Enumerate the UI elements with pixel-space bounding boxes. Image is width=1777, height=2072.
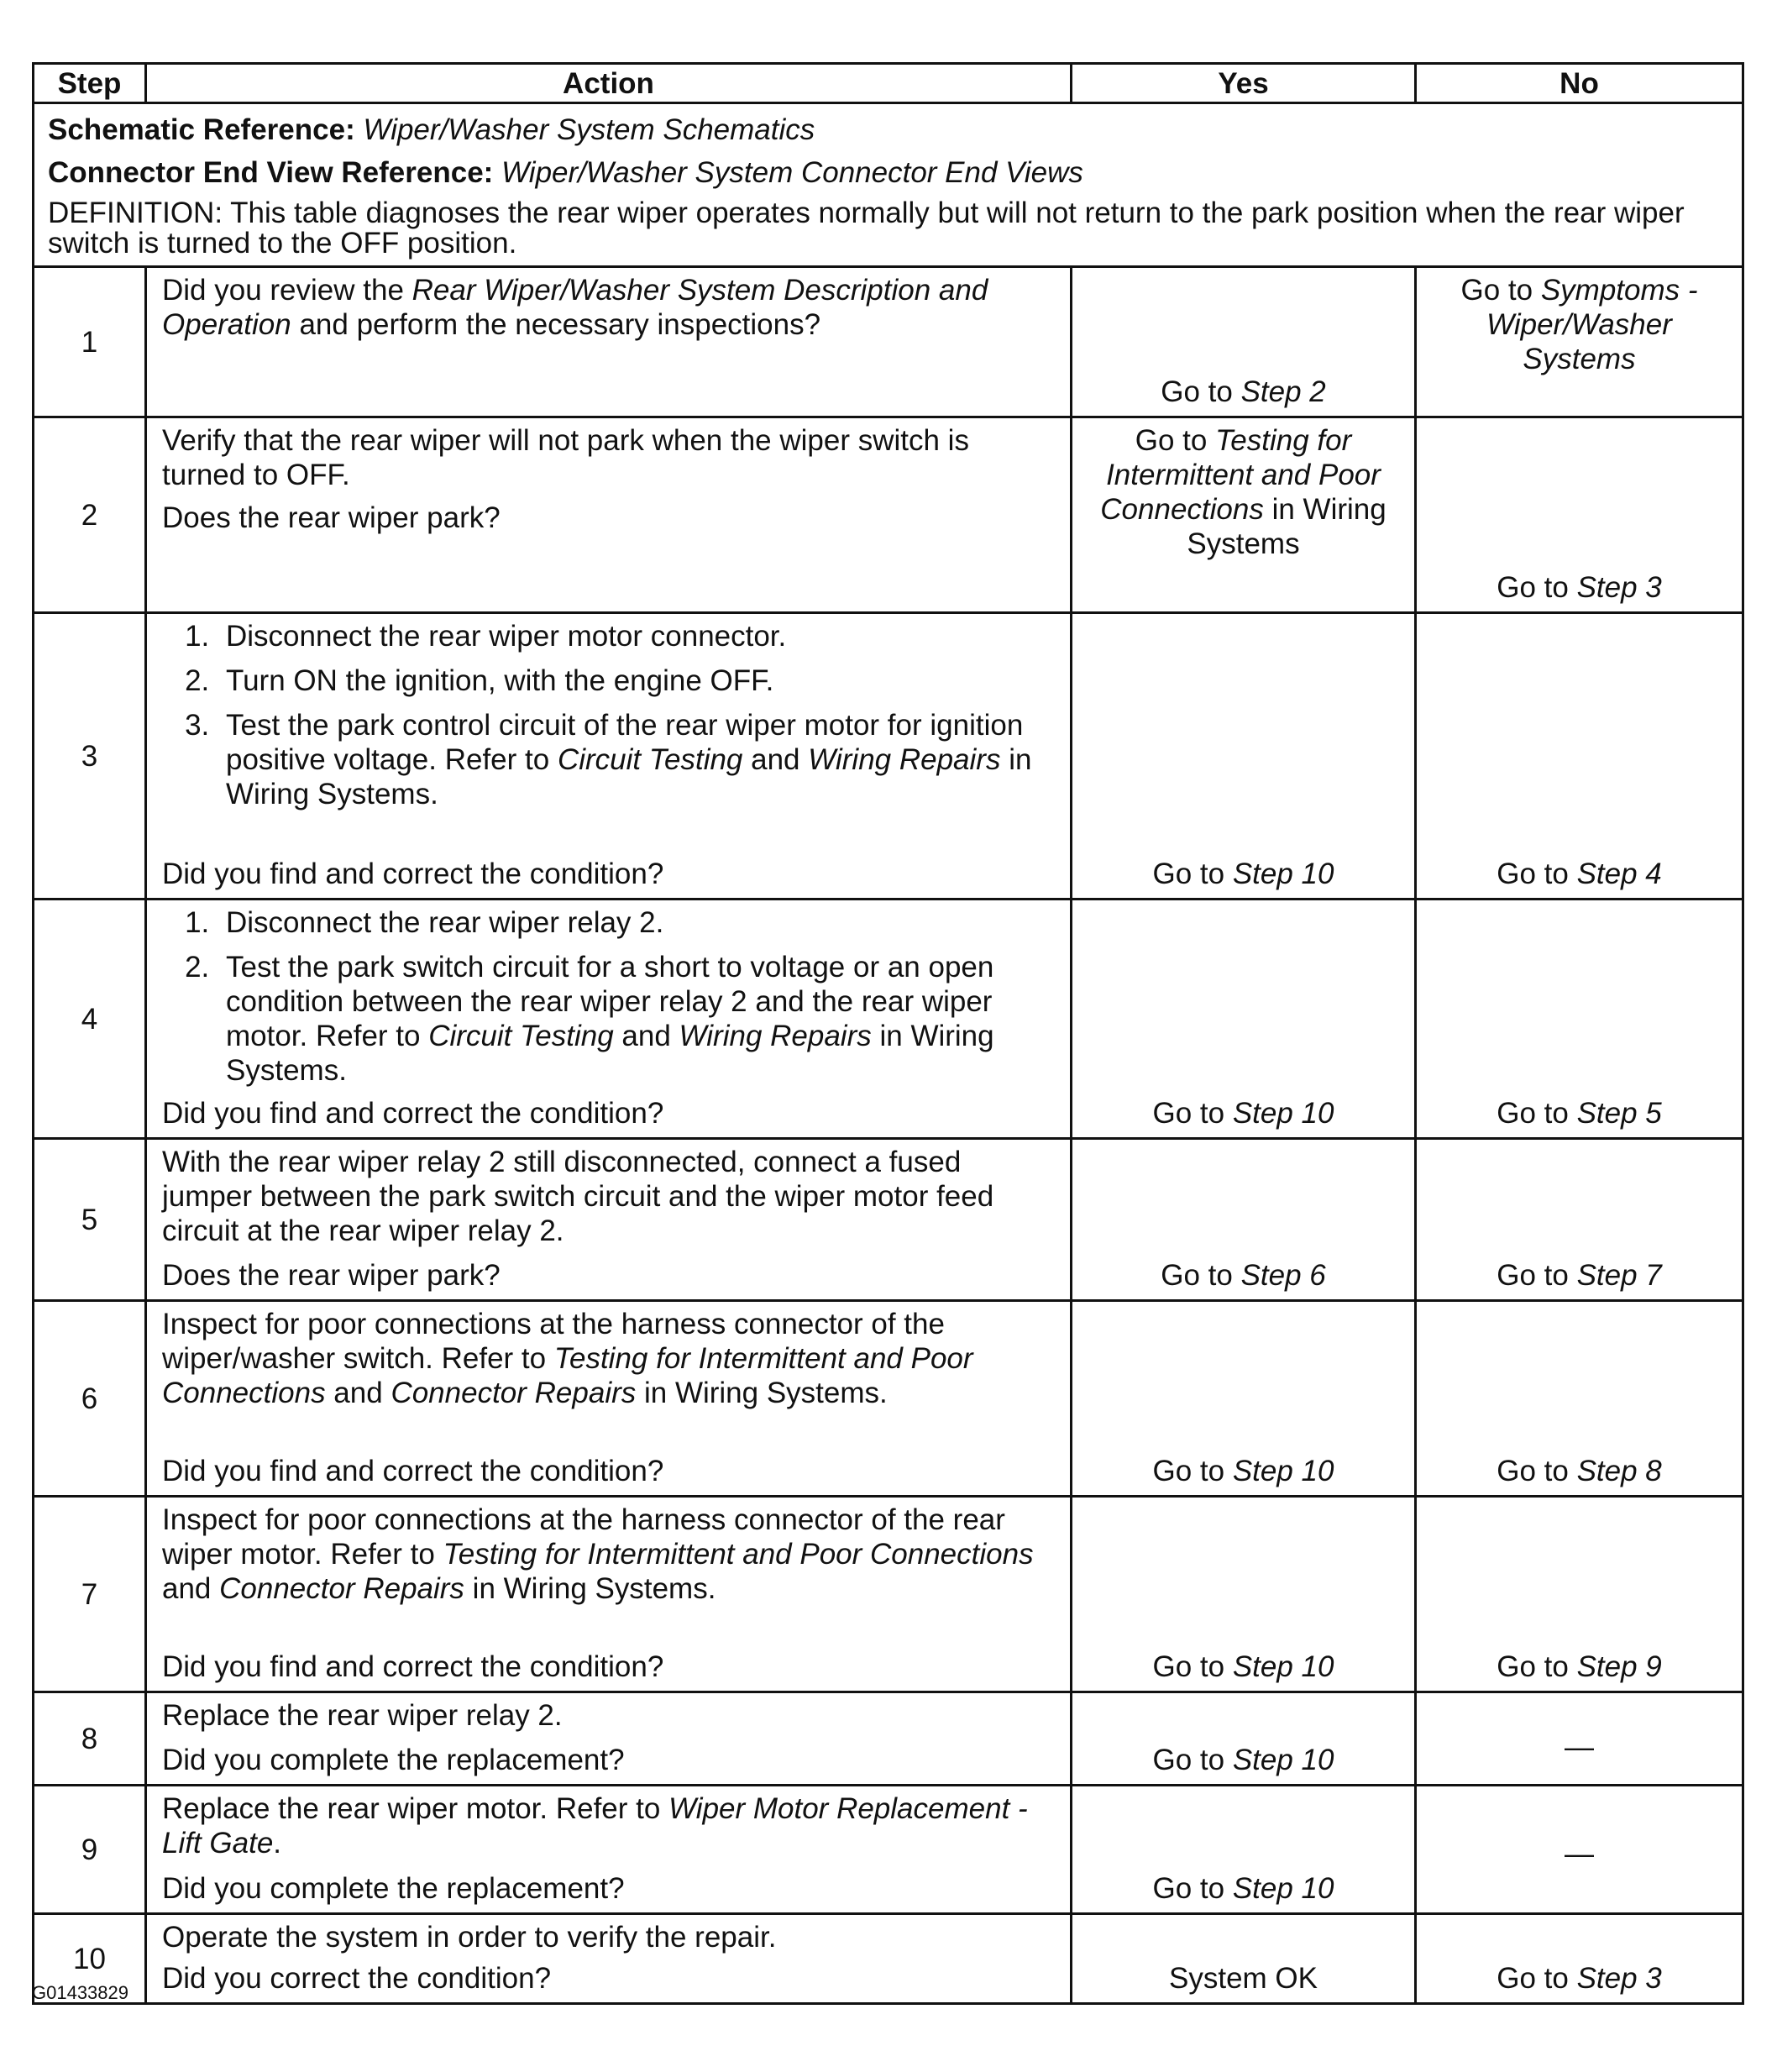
action-step-item (218, 619, 1058, 653)
yes-outcome (1072, 1497, 1416, 1692)
no-goto-link[interactable]: Step 3 (1576, 571, 1662, 604)
schematic-reference (48, 113, 1727, 147)
action-step-link[interactable]: Circuit Testing (557, 743, 743, 776)
no-goto-text: Go to (1497, 1962, 1577, 1995)
action-step-text: and (742, 743, 809, 776)
step-row (34, 900, 1743, 1139)
no-goto-link[interactable]: Symptoms - Wiper/Washer Systems (1486, 274, 1698, 375)
no-goto (1427, 1454, 1732, 1488)
yes-goto-text: Go to (1152, 1650, 1233, 1683)
action-step-text: and (613, 1020, 679, 1052)
step-row (34, 267, 1743, 417)
action-cell (146, 1786, 1072, 1914)
action-cell (146, 1692, 1072, 1786)
yes-goto (1082, 1454, 1404, 1488)
no-goto-text: Go to (1497, 1455, 1577, 1487)
yes-goto (1082, 423, 1404, 561)
yes-goto (1082, 1871, 1404, 1906)
action-text: Operate the system in order to verify the repair. (162, 1921, 777, 1954)
action-cell (146, 1301, 1072, 1497)
step-number: 8 (34, 1692, 146, 1786)
action-text: and (162, 1572, 220, 1605)
action-step-item (218, 950, 1058, 1088)
action-instruction (162, 1791, 1058, 1860)
no-outcome (1416, 267, 1743, 417)
step-row (34, 1139, 1743, 1301)
action-instruction (162, 1503, 1058, 1606)
action-instruction (162, 1145, 1058, 1248)
action-question: Did you find and correct the condition? (162, 1650, 664, 1683)
action-link[interactable]: Connector Repairs (391, 1377, 637, 1409)
schematic-reference-link[interactable]: Wiper/Washer System Schematics (363, 113, 815, 146)
yes-outcome (1072, 417, 1416, 613)
no-goto (1427, 1961, 1732, 1996)
no-goto-link[interactable]: Step 9 (1576, 1650, 1662, 1683)
no-goto (1427, 570, 1732, 605)
reference-cell (34, 103, 1743, 267)
yes-outcome (1072, 1786, 1416, 1914)
step-row (34, 417, 1743, 613)
step-number: 7 (34, 1497, 146, 1692)
action-text: in Wiring Systems. (636, 1377, 888, 1409)
action-instruction (162, 273, 1058, 342)
diagnostic-table (32, 62, 1744, 2005)
header-action: Action (146, 64, 1072, 103)
yes-goto (1082, 857, 1404, 891)
no-goto (1427, 1096, 1732, 1130)
action-steps-list (162, 905, 1058, 1088)
action-question: Did you correct the condition? (162, 1962, 552, 1995)
action-text: Inspect for poor connections at the harness connector of the wiper/washer switch. Refer to (162, 1308, 945, 1375)
not-applicable-dash: — (1565, 1838, 1594, 1871)
action-text: Replace the rear wiper motor. Refer to (162, 1792, 669, 1825)
action-question: Did you complete the replacement? (162, 1872, 625, 1905)
yes-goto-text: in Wiring Systems (1187, 493, 1386, 560)
action-text: Verify that the rear wiper will not park when the wiper switch is turned to OFF. (162, 424, 969, 491)
action-step-item (218, 905, 1058, 940)
figure-id: G01433829 (32, 1982, 128, 2003)
yes-goto-link[interactable]: Step 10 (1232, 1097, 1334, 1130)
no-outcome (1416, 1786, 1743, 1914)
yes-outcome (1072, 1914, 1416, 2004)
no-outcome (1416, 1692, 1743, 1786)
no-goto-text: Go to (1497, 1650, 1577, 1683)
action-link[interactable]: Testing for Intermittent and Poor Connections (162, 1342, 973, 1409)
step-row (34, 1786, 1743, 1914)
yes-goto-text: Go to (1152, 858, 1233, 890)
yes-goto-link[interactable]: Step 6 (1240, 1259, 1326, 1292)
no-goto (1427, 1258, 1732, 1293)
not-applicable-dash: — (1565, 1730, 1594, 1764)
action-instruction (162, 1920, 1058, 1954)
step-number: 5 (34, 1139, 146, 1301)
action-link[interactable]: Wiper Motor Replacement - Lift Gate (162, 1792, 1028, 1860)
no-outcome (1416, 1497, 1743, 1692)
no-goto (1427, 857, 1732, 891)
yes-goto-link[interactable]: Step 10 (1232, 858, 1334, 890)
action-step-item (218, 708, 1058, 811)
no-goto-text: Go to (1460, 274, 1541, 307)
no-goto-link[interactable]: Step 4 (1576, 858, 1662, 890)
yes-goto-link[interactable]: Step 10 (1232, 1650, 1334, 1683)
action-cell (146, 613, 1072, 900)
yes-outcome (1072, 1692, 1416, 1786)
yes-goto-link[interactable]: Step 10 (1232, 1455, 1334, 1487)
action-instruction (162, 423, 1058, 492)
yes-goto-link[interactable]: Step 2 (1240, 375, 1326, 408)
step-number: 6 (34, 1301, 146, 1497)
action-text: With the rear wiper relay 2 still disconnected, connect a fused jumper between the park switch circuit and the wiper motor feed circuit at the rear wiper relay 2. (162, 1146, 994, 1247)
no-goto-link[interactable]: Step 7 (1576, 1259, 1662, 1292)
no-goto-text: Go to (1497, 1259, 1577, 1292)
yes-goto-text: System OK (1169, 1962, 1318, 1995)
step-row (34, 1914, 1743, 2004)
action-step-link[interactable]: Wiring Repairs (679, 1020, 872, 1052)
no-outcome (1416, 1139, 1743, 1301)
no-goto-link[interactable]: Step 8 (1576, 1455, 1662, 1487)
yes-goto-text: Go to (1135, 424, 1216, 457)
action-link[interactable]: Testing for Intermittent and Poor Connections (443, 1538, 1034, 1571)
action-cell (146, 1497, 1072, 1692)
connector-reference-label: Connector End View Reference: (48, 156, 494, 189)
yes-goto-text: Go to (1152, 1872, 1233, 1905)
action-step-text: Disconnect the rear wiper relay 2. (226, 906, 664, 939)
step-number: 10 (34, 1914, 146, 2004)
no-outcome (1416, 900, 1743, 1139)
action-cell (146, 1914, 1072, 2004)
action-link[interactable]: Rear Wiper/Washer System Description and Operation (162, 274, 988, 341)
action-text: and (325, 1377, 391, 1409)
action-steps-list (162, 619, 1058, 811)
yes-goto (1082, 1258, 1404, 1293)
yes-outcome (1072, 267, 1416, 417)
no-goto-text: Go to (1497, 571, 1577, 604)
schematic-reference-label: Schematic Reference: (48, 113, 355, 146)
action-text: Inspect for poor connections at the harness connector of the rear wiper motor. Refer to (162, 1503, 1005, 1571)
yes-goto-link[interactable]: Step 10 (1232, 1872, 1334, 1905)
step-number: 2 (34, 417, 146, 613)
action-text: in Wiring Systems. (464, 1572, 716, 1605)
yes-outcome (1072, 1301, 1416, 1497)
header-row (34, 64, 1743, 103)
action-instruction (162, 1307, 1058, 1410)
no-outcome (1416, 613, 1743, 900)
step-number: 9 (34, 1786, 146, 1914)
step-row (34, 1497, 1743, 1692)
action-text: Did you review the (162, 274, 412, 307)
action-question: Did you find and correct the condition? (162, 858, 664, 890)
yes-goto-text: Go to (1152, 1097, 1233, 1130)
step-row (34, 613, 1743, 900)
yes-goto (1082, 1096, 1404, 1130)
action-text: . (273, 1827, 282, 1860)
action-step-link[interactable]: Wiring Repairs (808, 743, 1001, 776)
action-step-text: in Wiring Systems. (226, 743, 1032, 810)
yes-goto-text: Go to (1161, 375, 1241, 408)
yes-goto-text: Go to (1161, 1259, 1241, 1292)
action-text: and perform the necessary inspections? (291, 308, 821, 341)
action-step-text: Disconnect the rear wiper motor connector. (226, 620, 787, 653)
action-question: Did you find and correct the condition? (162, 1097, 664, 1130)
action-step-text: Test the park control circuit of the rear wiper motor for ignition positive voltage. Refer to (226, 709, 1024, 776)
no-outcome (1416, 1914, 1743, 2004)
action-cell (146, 1139, 1072, 1301)
action-cell (146, 900, 1072, 1139)
yes-goto-text: Go to (1152, 1455, 1233, 1487)
step-number: 1 (34, 267, 146, 417)
no-goto-text: Go to (1497, 1097, 1577, 1130)
no-outcome (1416, 417, 1743, 613)
header-step: Step (34, 64, 146, 103)
connector-reference (48, 155, 1727, 190)
no-goto-link[interactable]: Step 3 (1576, 1962, 1662, 1995)
header-no: No (1416, 64, 1743, 103)
step-row (34, 1692, 1743, 1786)
action-question: Does the rear wiper park? (162, 1259, 501, 1292)
yes-outcome (1072, 1139, 1416, 1301)
yes-outcome (1072, 613, 1416, 900)
yes-goto-link[interactable]: Step 10 (1232, 1744, 1334, 1776)
action-step-text: Turn ON the ignition, with the engine OFF. (226, 664, 774, 697)
definition-text: DEFINITION: This table diagnoses the rear wiper operates normally but will not return to the park position when the rear wiper switch is turned to the OFF position. (48, 197, 1685, 260)
reference-row (34, 103, 1743, 267)
yes-goto (1082, 1650, 1404, 1684)
yes-outcome (1072, 900, 1416, 1139)
yes-goto (1082, 1961, 1404, 1996)
action-step-item (218, 664, 1058, 698)
action-text: Replace the rear wiper relay 2. (162, 1699, 563, 1732)
no-goto (1427, 1650, 1732, 1684)
connector-reference-link[interactable]: Wiper/Washer System Connector End Views (501, 156, 1083, 189)
no-goto (1427, 273, 1732, 376)
action-question: Does the rear wiper park? (162, 501, 501, 534)
action-instruction (162, 1698, 1058, 1733)
step-row (34, 1301, 1743, 1497)
action-cell (146, 417, 1072, 613)
yes-goto-link[interactable]: Testing for Intermittent and Poor Connections (1100, 424, 1381, 526)
yes-goto (1082, 1743, 1404, 1777)
action-step-text: Test the park switch circuit for a short to voltage or an open condition between the rear wiper relay 2 and the rear wiper motor. Refer to (226, 951, 994, 1052)
header-yes: Yes (1072, 64, 1416, 103)
no-goto-link[interactable]: Step 5 (1576, 1097, 1662, 1130)
action-link[interactable]: Connector Repairs (219, 1572, 464, 1605)
action-question: Did you complete the replacement? (162, 1744, 625, 1776)
no-goto-text: Go to (1497, 858, 1577, 890)
no-outcome (1416, 1301, 1743, 1497)
yes-goto-text: Go to (1152, 1744, 1233, 1776)
step-number: 4 (34, 900, 146, 1139)
action-step-link[interactable]: Circuit Testing (428, 1020, 614, 1052)
step-number: 3 (34, 613, 146, 900)
action-step-text: in Wiring Systems. (226, 1020, 994, 1087)
action-question: Did you find and correct the condition? (162, 1455, 664, 1487)
yes-goto (1082, 375, 1404, 409)
action-cell (146, 267, 1072, 417)
